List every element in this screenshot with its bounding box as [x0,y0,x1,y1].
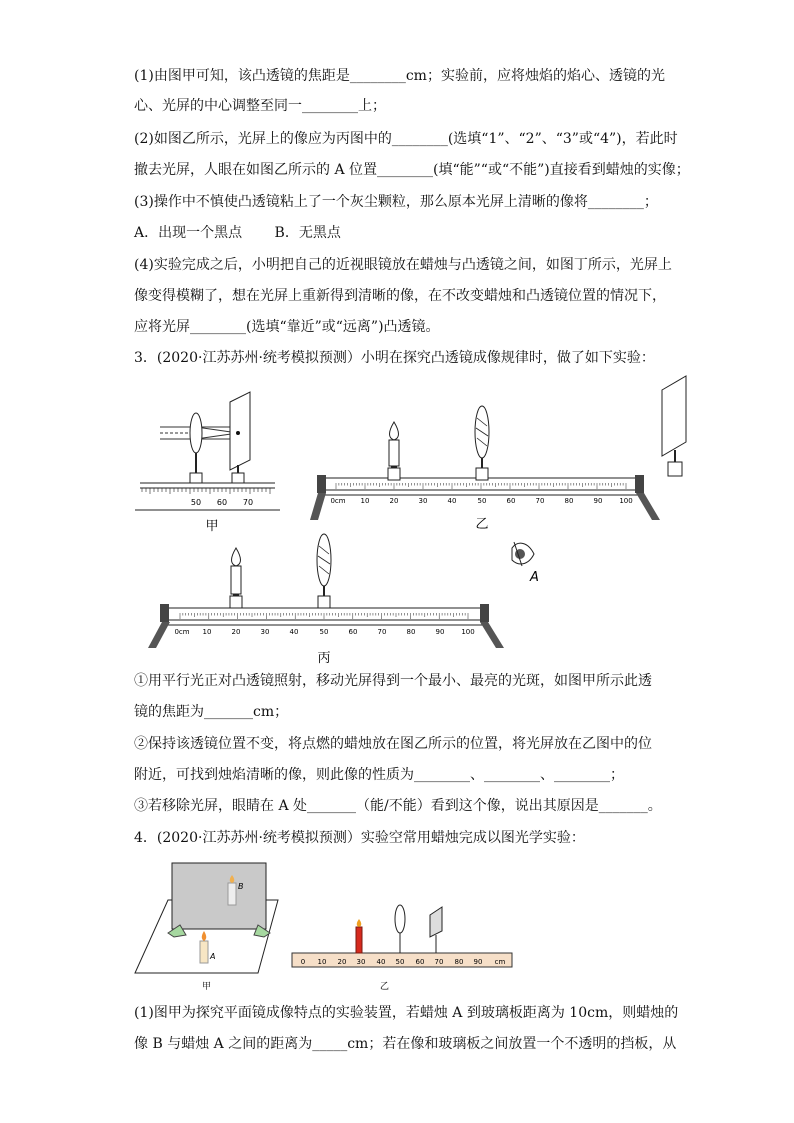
bing-tick: 80 [406,628,416,636]
yi-tick: 100 [619,497,633,505]
bing-tick: 0cm [174,628,190,636]
bing-tick: 20 [231,628,241,636]
fig3-caption-yi: 乙 [475,517,489,532]
bing-tick: 10 [202,628,212,636]
fig4-yi [292,905,512,992]
yi-tick: 80 [564,497,574,505]
jia-tick: 70 [242,498,254,507]
q2-part2-line: 撤去光屏，人眼在如图乙所示的 A 位置________(填“能”“或“不能”)直接看到蜡烛的实像； [134,162,690,178]
jia-tick: 50 [190,498,202,507]
fig3-bing [148,534,504,665]
bing-tick: 50 [319,628,329,636]
label-a: A [210,952,216,961]
figure-q4 [130,855,530,995]
q3-part2-line: ②保持该透镜位置不变，将点燃的蜡烛放在图乙所示的位置，将光屏放在乙图中的位 [134,736,652,752]
yi4-tick: cm [494,958,506,966]
q4-part1-line: (1)图甲为探究平面镜成像特点的实验装置，若蜡烛 A 到玻璃板距离为 10cm，则蜡烛的 [134,1005,679,1021]
yi4-tick: 70 [434,958,444,966]
fig3-caption-jia: 甲 [205,519,219,534]
yi-tick: 90 [593,497,603,505]
yi4-tick: 10 [317,958,327,966]
jia-tick: 60 [216,498,228,507]
q2-part2-line: (2)如图乙所示，光屏上的像应为丙图中的________(选填“1”、“2”、“3”或“4”)，若此时 [134,131,678,147]
q3-part3-line: ③若移除光屏，眼睛在 A 处_______（能/不能）看到这个像，说出其原因是_______。 [134,798,662,814]
yi4-tick: 50 [395,958,405,966]
figure-q3 [130,370,700,665]
fig3-yi [310,376,686,585]
bing-tick: 40 [289,628,299,636]
yi4-tick: 30 [356,958,366,966]
bing-tick: 70 [377,628,387,636]
yi4-tick: 80 [454,958,464,966]
yi-tick: 40 [447,497,457,505]
fig4-caption-jia: 甲 [202,982,212,992]
yi-tick: 70 [535,497,545,505]
q2-part1-line: (1)由图甲可知，该凸透镜的焦距是________cm；实验前，应将烛焰的焰心、透镜的光 [134,68,665,84]
fig3-jia [135,392,280,534]
fig4-jia [135,863,278,992]
yi4-tick: 20 [337,958,347,966]
label-b: B [238,882,244,891]
bing-tick: 60 [348,628,358,636]
q2-part4-line: 应将光屏________(选填“靠近”或“远离”)凸透镜。 [134,319,440,335]
q2-part1-line: 心、光屏的中心调整至同一________上； [134,98,386,114]
yi-tick: 20 [389,497,399,505]
bing-tick: 30 [260,628,270,636]
fig3-caption-bing: 丙 [317,651,331,665]
yi-tick: 60 [506,497,516,505]
yi4-tick: 40 [376,958,386,966]
q2-part4-line: 像变得模糊了，想在光屏上重新得到清晰的像，在不改变蜡烛和凸透镜位置的情况下， [134,288,666,304]
q2-options-line: A．出现一个黑点 B．无黑点 [134,225,341,241]
bing-tick: 90 [435,628,445,636]
yi4-tick: 0 [300,958,306,966]
q3-heading: 3．(2020·江苏苏州·统考模拟预测）小明在探究凸透镜成像规律时，做了如下实验： [134,350,655,366]
fig4-caption-yi: 乙 [380,982,390,992]
yi4-tick: 60 [415,958,425,966]
q4-part1-line: 像 B 与蜡烛 A 之间的距离为_____cm；若在像和玻璃板之间放置一个不透明的挡板，从 [134,1036,677,1052]
yi-tick: 30 [418,497,428,505]
yi-tick: 10 [360,497,370,505]
q3-part2-line: 附近，可找到烛焰清晰的像，则此像的性质为________、________、________； [134,767,624,783]
q4-heading: 4．(2020·江苏苏州·统考模拟预测）实验空常用蜡烛完成以图光学实验： [134,830,585,846]
eye-position-label: A [530,570,539,585]
q3-part1-line: ①用平行光正对凸透镜照射，移动光屏得到一个最小、最亮的光斑，如图甲所示此透 [134,673,652,689]
q2-part3-line: (3)操作中不慎使凸透镜粘上了一个灰尘颗粒，那么原本光屏上清晰的像将________； [134,194,658,210]
yi-tick: 0cm [330,497,346,505]
yi4-tick: 90 [473,958,483,966]
yi-tick: 50 [477,497,487,505]
bing-tick: 100 [461,628,475,636]
q2-part4-line: (4)实验完成之后，小明把自己的近视眼镜放在蜡烛与凸透镜之间，如图丁所示，光屏上 [134,257,672,273]
q3-part1-line: 镜的焦距为_______cm； [134,704,289,720]
